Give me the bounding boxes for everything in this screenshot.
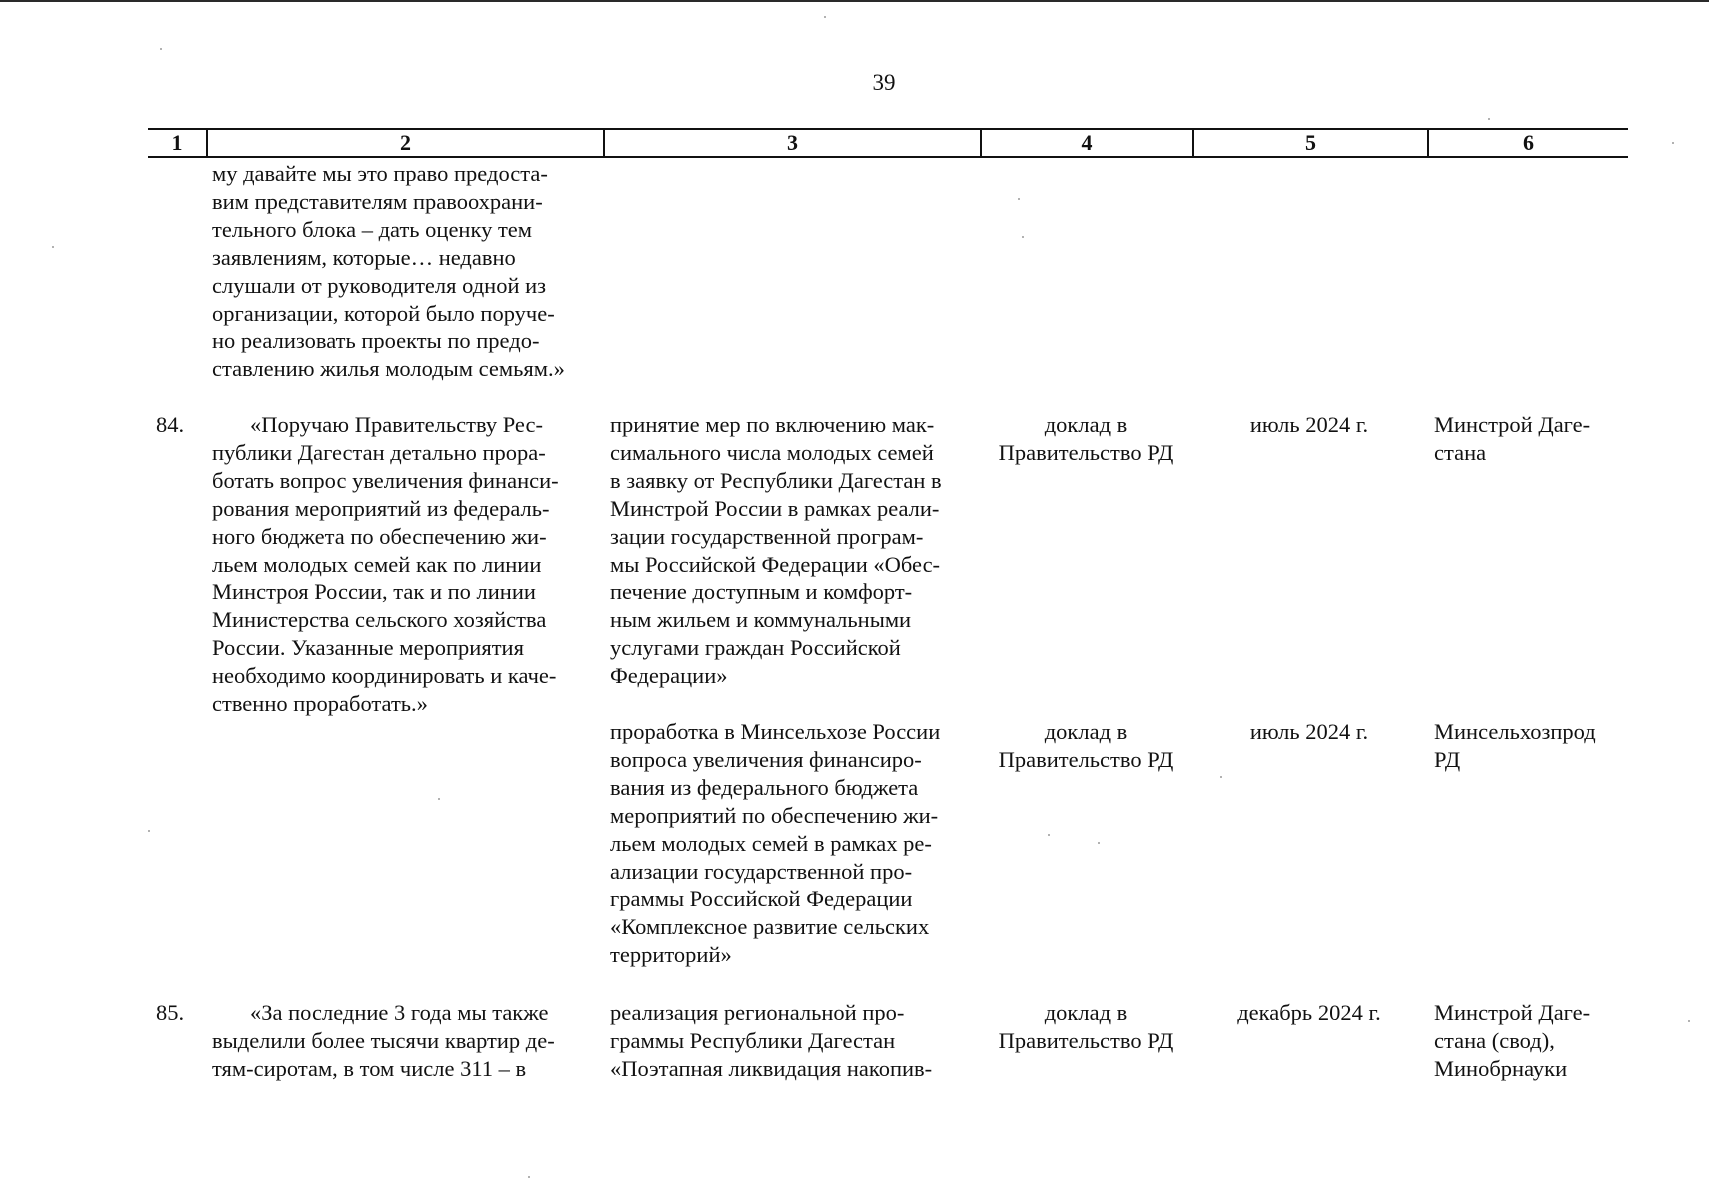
column-header-1: 1 bbox=[171, 130, 183, 155]
scan-speck bbox=[1098, 842, 1100, 844]
scan-speck bbox=[52, 246, 54, 248]
text-line: Минобрнауки bbox=[1434, 1055, 1568, 1081]
text-line: «За последние 3 года мы также bbox=[250, 1000, 549, 1025]
text-line: Правительство РД bbox=[998, 746, 1174, 772]
scan-speck bbox=[1048, 834, 1050, 836]
text-line: зации государственной програм- bbox=[610, 523, 924, 549]
text-line: доклад в bbox=[1044, 412, 1128, 437]
text-line: стана (свод), bbox=[1434, 1027, 1555, 1053]
text-line: льем молодых семей в рамках ре- bbox=[610, 830, 932, 856]
scan-speck bbox=[528, 1176, 530, 1178]
text-line: вим представителям правоохрани- bbox=[212, 188, 543, 214]
text-line: тям-сиротам, в том числе 311 – в bbox=[212, 1055, 527, 1081]
text-line: тельного блока – дать оценку тем bbox=[212, 216, 533, 242]
continuation-col2 bbox=[212, 160, 596, 383]
row85-col5: декабрь 2024 г. bbox=[1237, 1000, 1381, 1025]
scan-speck bbox=[1488, 118, 1490, 120]
text-line: услугами граждан Российской bbox=[610, 635, 901, 661]
text-line: Минсельхозпрод bbox=[1434, 719, 1596, 744]
column-header-5: 5 bbox=[1192, 130, 1427, 156]
text-line: ставлению жилья молодым семьям.» bbox=[212, 356, 565, 382]
row85-col3 bbox=[610, 999, 975, 1083]
row85-col4 bbox=[984, 999, 1188, 1055]
text-line: заявлениям, которые… недавно bbox=[212, 244, 516, 270]
row85-col2 bbox=[212, 999, 596, 1083]
scan-speck bbox=[1022, 236, 1024, 238]
text-line: ботать вопрос увеличения финанси- bbox=[212, 467, 559, 493]
text-line: Правительство РД bbox=[998, 1027, 1174, 1053]
row84-measure2-col4 bbox=[984, 718, 1188, 774]
text-line: доклад в bbox=[1044, 719, 1128, 744]
row84-col2 bbox=[212, 411, 596, 718]
text-line: организации, которой было поруче- bbox=[212, 300, 555, 326]
text-line: территорий» bbox=[610, 942, 732, 968]
column-header-3: 3 bbox=[603, 130, 980, 156]
text-line: вопроса увеличения финансиро- bbox=[610, 746, 922, 772]
column-header-2: 2 bbox=[206, 130, 603, 156]
row84-measure2-col3 bbox=[610, 718, 975, 969]
row84-measure2-col6 bbox=[1434, 718, 1634, 774]
text-line: ственно проработать.» bbox=[212, 691, 428, 717]
text-line: ным жильем и коммунальными bbox=[610, 607, 912, 633]
text-line: Федерации» bbox=[610, 663, 728, 689]
text-line: Минстрой Даге- bbox=[1434, 1000, 1591, 1025]
text-line: ализации государственной про- bbox=[610, 858, 913, 884]
text-line: Минстроя России, так и по линии bbox=[212, 579, 536, 605]
text-line: симального числа молодых семей bbox=[610, 439, 934, 465]
scan-speck bbox=[148, 830, 150, 832]
text-line: мероприятий по обеспечению жи- bbox=[610, 802, 939, 828]
text-line: Минстрой Даге- bbox=[1434, 412, 1591, 437]
scan-edge bbox=[0, 0, 1709, 2]
scan-speck bbox=[1018, 198, 1020, 200]
scan-speck bbox=[1672, 142, 1674, 144]
text-line: необходимо координировать и каче- bbox=[212, 663, 557, 689]
text-line: доклад в bbox=[1044, 1000, 1128, 1025]
table-header bbox=[148, 128, 1628, 158]
row84-measure1-col4 bbox=[984, 411, 1188, 467]
text-line: в заявку от Республики Дагестан в bbox=[610, 467, 942, 493]
text-line: «Комплексное развитие сельских bbox=[610, 914, 930, 940]
text-line: «Поручаю Правительству Рес- bbox=[250, 412, 543, 437]
text-line: выделили более тысячи квартир де- bbox=[212, 1027, 555, 1053]
text-line: Минстрой России в рамках реали- bbox=[610, 495, 940, 521]
text-line: реализация региональной про- bbox=[610, 1000, 905, 1025]
row84-measure1-col3 bbox=[610, 411, 975, 690]
text-line: «Поэтапная ликвидация накопив- bbox=[610, 1055, 933, 1081]
text-line: но реализовать проекты по предо- bbox=[212, 328, 540, 354]
row84-measure1-col5: июль 2024 г. bbox=[1249, 412, 1369, 437]
text-line: принятие мер по включению мак- bbox=[610, 412, 935, 437]
scan-speck bbox=[1688, 1020, 1690, 1022]
text-line: Правительство РД bbox=[998, 439, 1174, 465]
text-line: льем молодых семей как по линии bbox=[212, 551, 542, 577]
scan-speck bbox=[438, 798, 440, 800]
text-line: мы Российской Федерации «Обес- bbox=[610, 551, 941, 577]
column-header-4: 4 bbox=[980, 130, 1192, 156]
column-header-6: 6 bbox=[1427, 130, 1628, 156]
text-line: вания из федерального бюджета bbox=[610, 774, 919, 800]
scan-speck bbox=[1220, 776, 1222, 778]
page-number: 39 bbox=[872, 70, 896, 95]
text-line: РД bbox=[1434, 746, 1461, 772]
text-line: слушали от руководителя одной из bbox=[212, 272, 547, 298]
row85-col6 bbox=[1434, 999, 1624, 1083]
text-line: граммы Российской Федерации bbox=[610, 886, 913, 912]
text-line: Министерства сельского хозяйства bbox=[212, 607, 547, 633]
text-line: ного бюджета по обеспечению жи- bbox=[212, 523, 547, 549]
scan-speck bbox=[160, 48, 162, 50]
text-line: граммы Республики Дагестан bbox=[610, 1027, 896, 1053]
text-line: стана bbox=[1434, 439, 1487, 465]
scan-speck bbox=[824, 16, 826, 18]
text-line: печение доступным и комфорт- bbox=[610, 579, 913, 605]
text-line: му давайте мы это право предоста- bbox=[212, 161, 548, 186]
text-line: публики Дагестан детально прора- bbox=[212, 439, 546, 465]
text-line: проработка в Минсельхозе России bbox=[610, 719, 941, 744]
row-number-84: 84. bbox=[156, 412, 185, 437]
row84-measure2-col5: июль 2024 г. bbox=[1249, 719, 1369, 744]
text-line: России. Указанные мероприятия bbox=[212, 635, 524, 661]
text-line: рования мероприятий из федераль- bbox=[212, 495, 550, 521]
row-number-85: 85. bbox=[156, 1000, 185, 1025]
row84-measure1-col6 bbox=[1434, 411, 1624, 467]
